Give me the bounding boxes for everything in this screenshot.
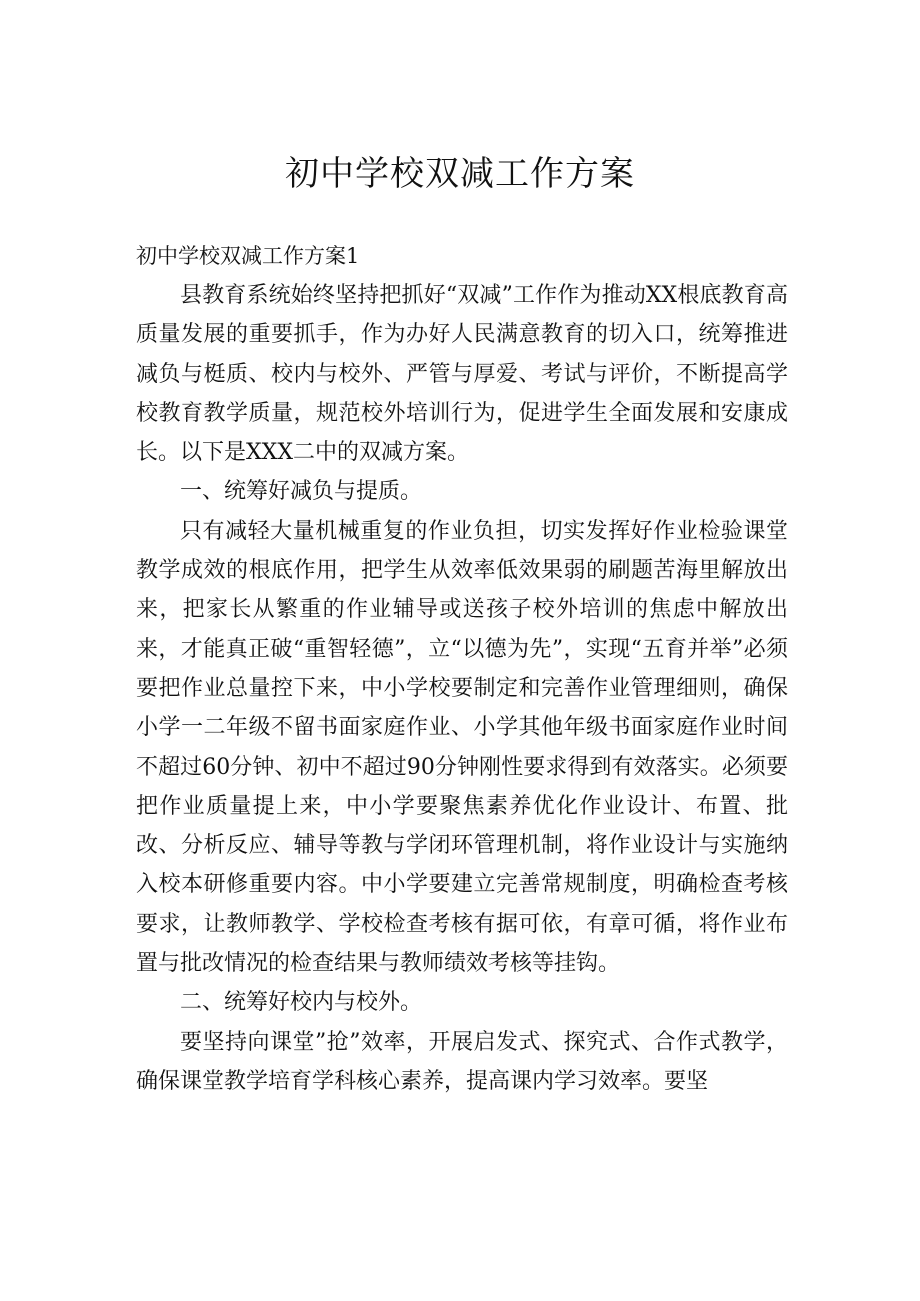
heading-section-1: 一、统筹好减负与提质。 <box>180 479 423 505</box>
paragraph-intro: 县教育系统始终坚持把抓好“双减”工作作为推动XX根底教育高质量发展的重要抓手，作为办好人民满意教育的切入口，统筹推进减负与梃质、校内与校外、严管与厚爱、考试与评价，不断提高学校教育教学质量，规范校外培训行为，促进学生全面发展和安康成长。以下是XXX二中的双减方案。 <box>136 283 788 466</box>
paragraph-section-2: 要坚持向课堂”抢”效率，开展启发式、探究式、合作式教学，确保课堂教学培育学科核心素养，提高课内学习效率。要坚 <box>136 1029 788 1094</box>
paragraph-section-1: 只有减轻大量机械重复的作业负担，切实发挥好作业检验课堂教学成效的根底作用，把学生从效率低效果弱的刷题苦海里解放出来，把家长从繁重的作业辅导或送孩子校外培训的焦虑中解放出来，才能真正破“重智轻德”，立“以德为先”，实现“五育并举”必须要把作业总量控下来，中小学校要制定和完善作业管理细则，确保小学一二年级不留书面家庭作业、小学其他年级书面家庭作业时间不超过60分钟、初中不超过90分钟刚性要求得到有效落实。必须要把作业质量提上来，中小学要聚焦素养优化作业设计、布置、批改、分析反应、辅导等教与学闭环管理机制，将作业设计与实施纳入校本研修重要内容。中小学要建立完善常规制度，明确检查考核要求，让教师教学、学校检查考核有据可依，有章可循，将作业布置与批改情况的检查结果与教师绩效考核等挂钩。 <box>136 518 788 977</box>
heading-section-2: 二、统筹好校内与校外。 <box>180 990 423 1016</box>
document-body <box>136 276 788 1101</box>
section-subtitle: 初中学校双减工作方案1 <box>136 244 360 268</box>
document-title: 初中学校双减工作方案 <box>285 153 635 194</box>
